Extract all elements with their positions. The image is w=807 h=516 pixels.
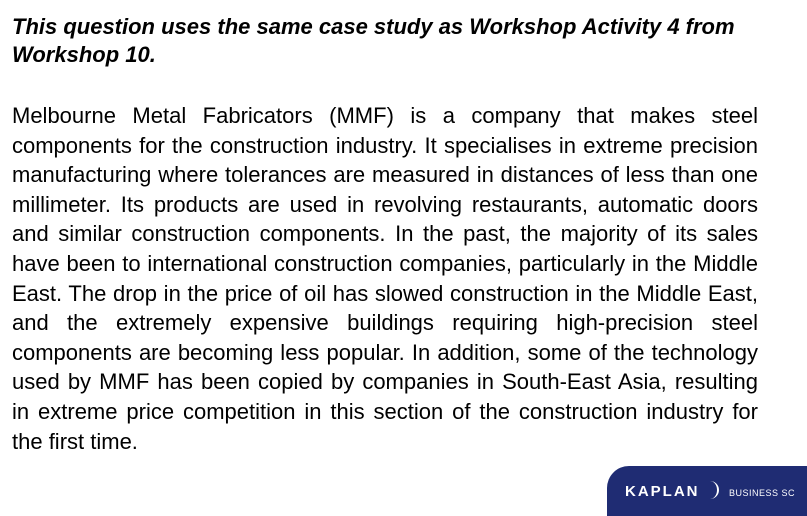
logo-subtitle-text: BUSINESS SC	[729, 488, 796, 498]
logo-brand-text: KAPLAN	[625, 483, 700, 500]
case-study-paragraph: Melbourne Metal Fabricators (MMF) is a company that makes steel components for the construction industry. It specialises in extreme precision manufacturing where tolerances are measured in distances of less than one millimeter. Its products are used in revolving restaurants, automatic doors and similar construction components. In the past, the majority of its sales have been to international construction companies, particularly in the Middle East. The drop in the price of oil has slowed construction in the Middle East, and the extremely expensive buildings requiring high-precision steel components are becoming less popular. In addition, some of the technology used by MMF has been copied by companies in South-East Asia, resulting in extreme price competition in this section of the construction industry for the first time.	[12, 103, 758, 454]
question-heading: This question uses the same case study as Workshop Activity 4 from Workshop 10.	[12, 14, 735, 67]
logo-swoosh-icon	[707, 481, 719, 499]
kaplan-logo	[607, 466, 807, 516]
